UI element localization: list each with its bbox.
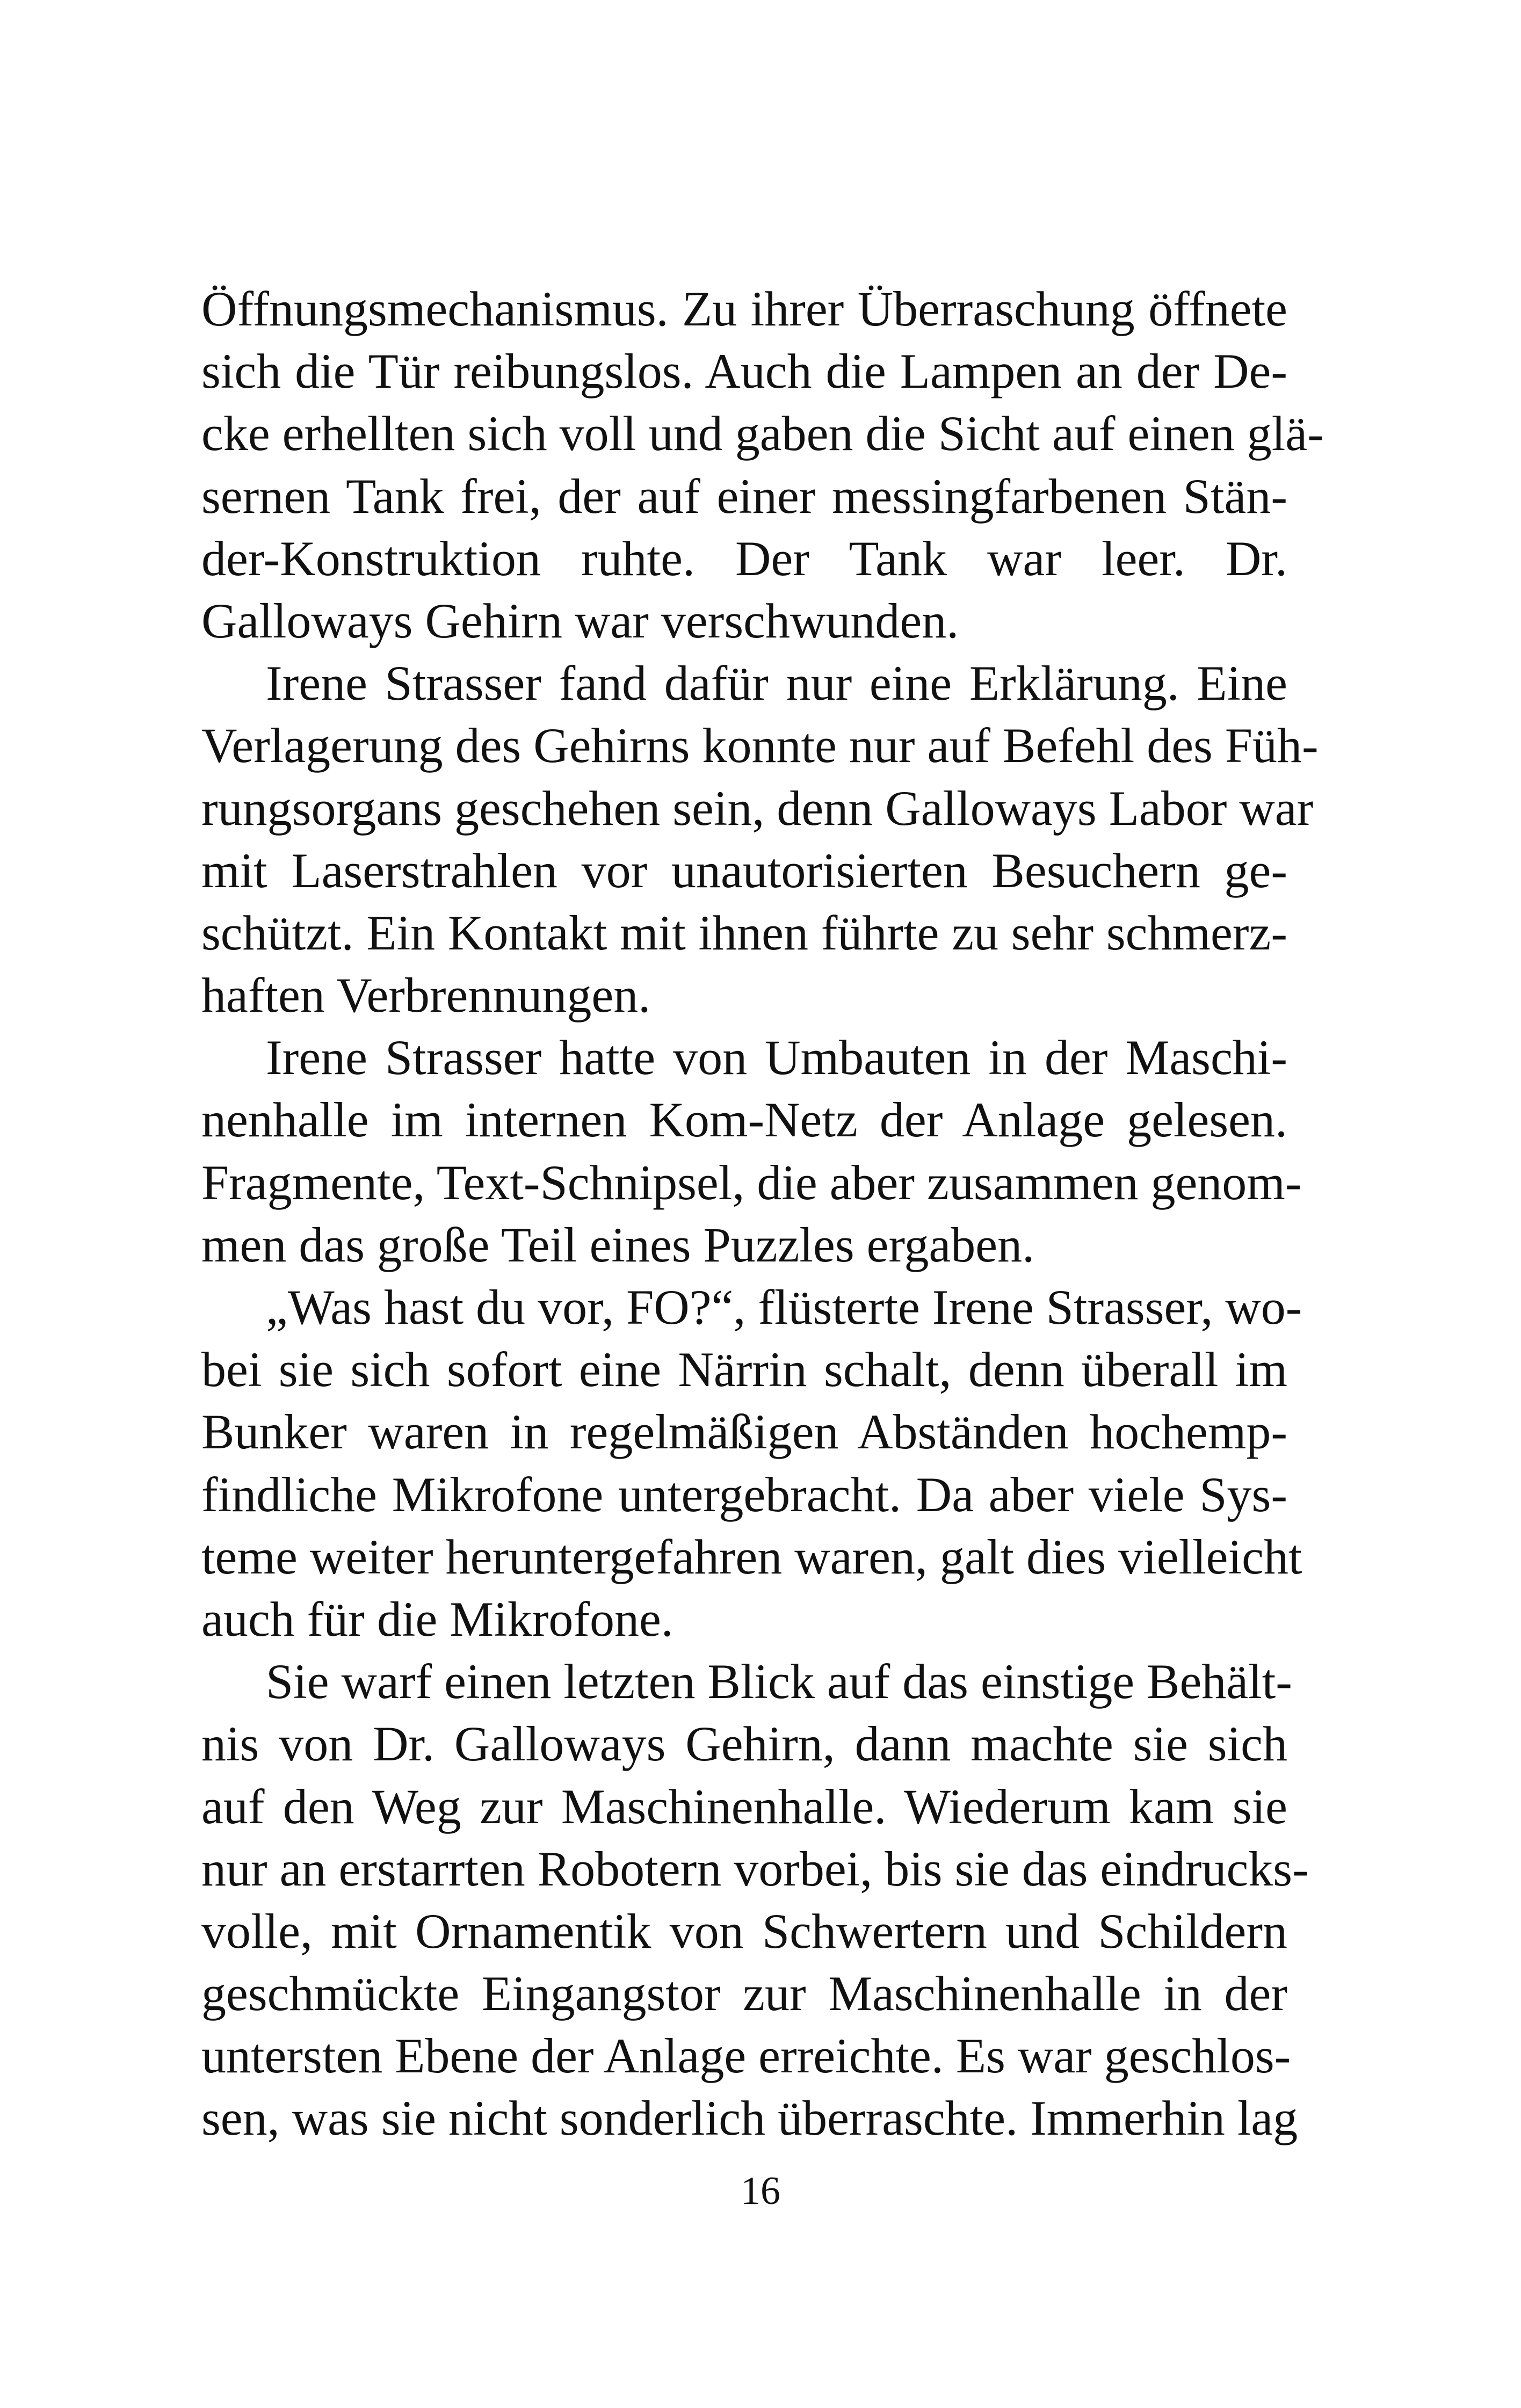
text-line: men das große Teil eines Puzzles ergaben. [201, 1217, 1035, 1272]
text-line: sich die Tür reibungslos. Auch die Lampen an der De- [201, 344, 1287, 399]
text-line: Irene Strasser fand dafür nur eine Erklärung. Eine [266, 656, 1287, 711]
text-line: Sie warf einen letzten Blick auf das einstige Behält- [266, 1654, 1292, 1709]
text-line: Fragmente, Text-Schnipsel, die aber zusammen genom- [201, 1155, 1302, 1210]
text-line: nur an erstarrten Robotern vorbei, bis sie das eindrucks- [201, 1841, 1309, 1896]
text-line: bei sie sich sofort eine Närrin schalt, denn überall im [201, 1342, 1287, 1397]
text-line: sen, was sie nicht sonderlich überraschte. Immerhin lag [201, 2091, 1298, 2146]
page-number: 16 [741, 2169, 780, 2213]
text-line: haften Verbrennungen. [201, 968, 651, 1023]
text-line: Bunker waren in regelmäßigen Abständen hochemp- [201, 1404, 1287, 1460]
text-line: nenhalle im internen Kom-Netz der Anlage gelesen. [201, 1092, 1287, 1148]
text-line: auf den Weg zur Maschinenhalle. Wiederum kam sie [201, 1779, 1287, 1834]
text-line: Öffnungsmechanismus. Zu ihrer Überraschung öffnete [201, 281, 1287, 336]
text-line: cke erhellten sich voll und gaben die Sicht auf einen glä- [201, 406, 1324, 461]
text-line: Verlagerung des Gehirns konnte nur auf Befehl des Füh- [201, 718, 1319, 773]
text-line: Irene Strasser hatte von Umbauten in der Maschi- [266, 1030, 1287, 1085]
text-line: nis von Dr. Galloways Gehirn, dann machte sie sich [201, 1716, 1287, 1772]
text-line: schützt. Ein Kontakt mit ihnen führte zu sehr schmerz- [201, 905, 1287, 960]
text-line: der-Konstruktion ruhte. Der Tank war leer. Dr. [201, 531, 1287, 586]
body-text [201, 278, 1324, 2150]
text-line: volle, mit Ornamentik von Schwertern und Schildern [201, 1903, 1287, 1959]
text-line: Galloways Gehirn war verschwunden. [201, 593, 959, 648]
text-line: sernen Tank frei, der auf einer messingfarbenen Stän- [201, 468, 1287, 524]
text-line: findliche Mikrofone untergebracht. Da aber viele Sys- [201, 1467, 1287, 1522]
text-line: geschmückte Eingangstor zur Maschinenhalle in der [201, 1966, 1287, 2021]
text-line: auch für die Mikrofone. [201, 1591, 673, 1647]
text-line: untersten Ebene der Anlage erreichte. Es war geschlos- [201, 2028, 1291, 2084]
text-line: „Was hast du vor, FO?“, flüsterte Irene Strasser, wo- [266, 1280, 1302, 1334]
text-line: mit Laserstrahlen vor unautorisierten Besuchern ge- [201, 843, 1287, 898]
text-line: teme weiter heruntergefahren waren, galt dies vielleicht [201, 1529, 1302, 1584]
text-line: rungsorgans geschehen sein, denn Galloways Labor war [201, 780, 1314, 836]
